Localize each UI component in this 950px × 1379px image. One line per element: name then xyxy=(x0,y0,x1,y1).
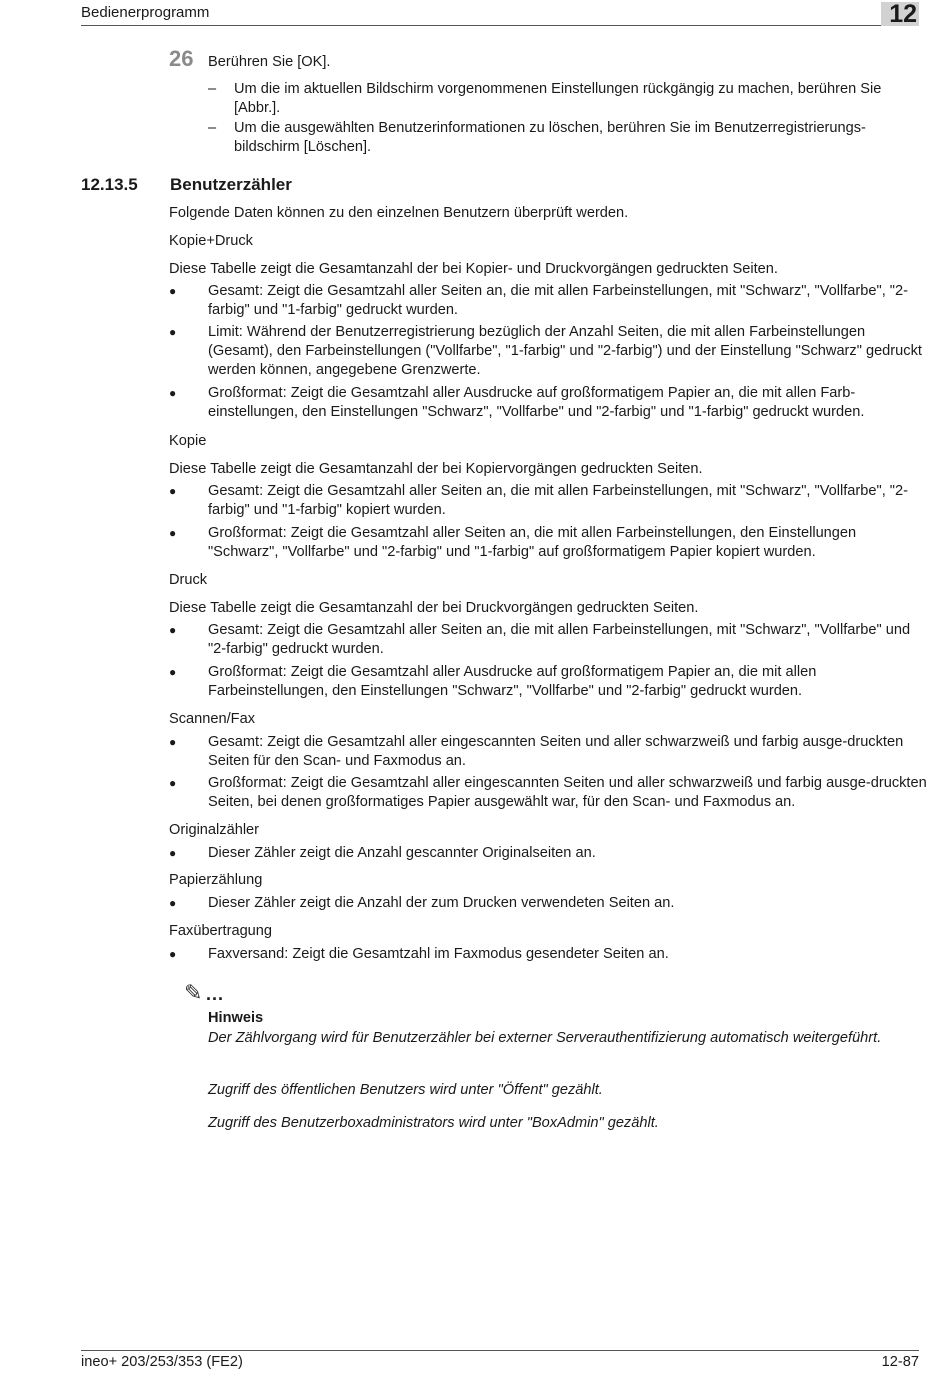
bullet-marker: ● xyxy=(169,846,177,860)
step-instruction: Berühren Sie [OK]. xyxy=(208,54,331,70)
running-header-title: Bedienerprogramm xyxy=(81,4,210,21)
page-number: 12-87 xyxy=(881,1354,919,1370)
step-note: Um die im aktuellen Bildschirm vorgenommenen Einstellungen rückgängig zu machen, berühren Sie [Abbr.]. xyxy=(234,81,882,116)
group-title: Kopie+Druck xyxy=(169,233,253,249)
list-item: Limit: Während der Benutzerregistrierung bezüglich der Anzahl Seiten, die mit allen Farbeinstellungen (Gesamt), den Farbeinstellungen ("Vollfarbe", "1-farbig" und "2-farbig") und der Einstellung "Schwarz" gedruckt werden können, angegebene Grenzwerte. xyxy=(208,324,922,378)
group-description: Diese Tabelle zeigt die Gesamtanzahl der bei Kopier- und Druckvorgängen gedruckten Seiten. xyxy=(169,261,778,277)
section-title: Benutzerzähler xyxy=(170,175,292,194)
note-paragraph: Der Zählvorgang wird für Benutzerzähler bei externer Serverauthentifizierung automatisch weitergeführt. xyxy=(208,1030,882,1046)
bullet-marker: ● xyxy=(169,484,177,498)
chapter-number-tab: 12 xyxy=(881,2,919,26)
pencil-note-icon: ✎ xyxy=(184,980,203,1005)
list-item: Großformat: Zeigt die Gesamtzahl aller Ausdrucke auf großformatigem Papier an, die mit allen Farbeinstellungen, den Einstellungen "Schwarz", "Vollfarbe" und "2-farbig" gedruckt wurden. xyxy=(208,664,817,699)
section-number: 12.13.5 xyxy=(81,175,138,194)
group-title: Faxübertragung xyxy=(169,923,273,939)
bullet-marker: ● xyxy=(169,665,177,679)
list-item: Gesamt: Zeigt die Gesamtzahl aller eingescannten Seiten und aller schwarzweiß und farbig ausge-druckten Seiten für den Scan- und Faxmodus an. xyxy=(208,734,904,769)
step-note: Um die ausgewählten Benutzerinformationen zu löschen, berühren Sie im Benutzerregistrierungs-bildschirm [Löschen]. xyxy=(234,120,866,155)
footer-divider xyxy=(81,1350,919,1351)
bullet-marker: ● xyxy=(169,325,177,339)
group-description: Diese Tabelle zeigt die Gesamtanzahl der bei Druckvorgängen gedruckten Seiten. xyxy=(169,600,699,616)
list-item: Faxversand: Zeigt die Gesamtzahl im Faxmodus gesendeter Seiten an. xyxy=(208,946,669,962)
bullet-marker: ● xyxy=(169,735,177,749)
note-paragraph: Zugriff des Benutzerboxadministrators wird unter "BoxAdmin" gezählt. xyxy=(208,1115,659,1131)
group-description: Diese Tabelle zeigt die Gesamtanzahl der bei Kopiervorgängen gedruckten Seiten. xyxy=(169,461,703,477)
group-title: Druck xyxy=(169,572,208,588)
bullet-marker: ● xyxy=(169,386,177,400)
list-item: Gesamt: Zeigt die Gesamtzahl aller Seiten an, die mit allen Farbeinstellungen, mit "Schwarz", "Vollfarbe", "2-farbig" und "1-farbig" kopiert wurden. xyxy=(208,483,908,518)
bullet-marker: ● xyxy=(169,526,177,540)
step-number: 26 xyxy=(169,46,194,71)
note-heading: Hinweis xyxy=(208,1010,264,1026)
list-item: Großformat: Zeigt die Gesamtzahl aller Ausdrucke auf großformatigem Papier an, die mit allen Farb-einstellungen, den Einstellungen "Schwarz", "Vollfarbe" und "2-farbig" und "1-farbig" gedruckt wurden. xyxy=(208,385,865,420)
footer-product: ineo+ 203/253/353 (FE2) xyxy=(81,1354,243,1370)
bullet-marker: ● xyxy=(169,947,177,961)
list-item: Dieser Zähler zeigt die Anzahl der zum Drucken verwendeten Seiten an. xyxy=(208,895,675,911)
group-title: Originalzähler xyxy=(169,822,260,838)
bullet-marker: ● xyxy=(169,776,177,790)
list-item: Gesamt: Zeigt die Gesamtzahl aller Seiten an, die mit allen Farbeinstellungen, mit "Schwarz", "Vollfarbe" und "2-farbig" gedruckt wurden. xyxy=(208,622,911,657)
ellipsis-icon: ... xyxy=(206,984,225,1004)
bullet-marker: ● xyxy=(169,623,177,637)
header-divider xyxy=(81,25,881,26)
dash-marker: – xyxy=(208,81,217,97)
note-paragraph: Zugriff des öffentlichen Benutzers wird unter "Öffent" gezählt. xyxy=(208,1082,603,1098)
list-item: Gesamt: Zeigt die Gesamtzahl aller Seiten an, die mit allen Farbeinstellungen, mit "Schwarz", "Vollfarbe", "2-farbig" und "1-farbig" gedruckt wurden. xyxy=(208,283,908,318)
group-title: Kopie xyxy=(169,433,207,449)
list-item: Großformat: Zeigt die Gesamtzahl aller eingescannten Seiten und aller schwarzweiß und farbig ausge-druckten Seiten, bei denen großformatiges Papier ausgewählt war, für den Scan- und Faxmodus an. xyxy=(208,775,927,810)
list-item: Dieser Zähler zeigt die Anzahl gescannter Originalseiten an. xyxy=(208,845,596,861)
bullet-marker: ● xyxy=(169,284,177,298)
section-intro: Folgende Daten können zu den einzelnen Benutzern überprüft werden. xyxy=(169,205,629,221)
bullet-marker: ● xyxy=(169,896,177,910)
group-title: Scannen/Fax xyxy=(169,711,255,727)
group-title: Papierzählung xyxy=(169,872,263,888)
list-item: Großformat: Zeigt die Gesamtzahl aller Seiten an, die mit allen Farbeinstellungen, den Einstellungen "Schwarz", "Vollfarbe" und "2-farbig" und "1-farbig" auf großformatigem Papier kopiert wurden. xyxy=(208,525,857,560)
dash-marker: – xyxy=(208,120,217,136)
